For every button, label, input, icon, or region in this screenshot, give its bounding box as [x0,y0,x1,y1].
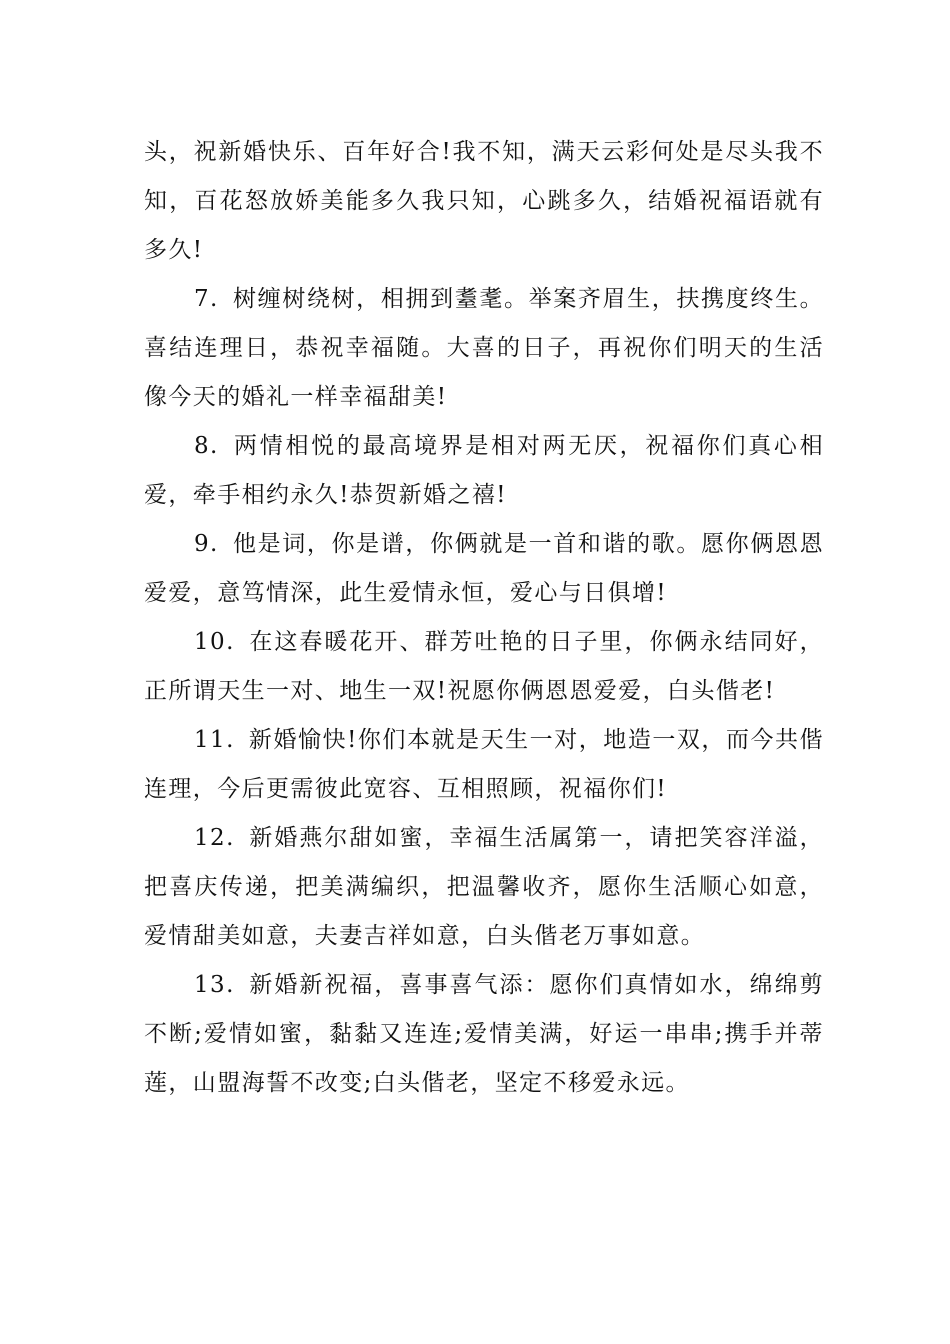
paragraph-text: 头，祝新婚快乐、百年好合!我不知，满天云彩何处是尽头我不知，百花怒放娇美能多久我只知，心跳多久，结婚祝福语就有多久! [144,139,824,263]
item-number: 11. [194,727,235,753]
paragraph-text: 在这春暖花开、群芳吐艳的日子里，你俩永结同好，正所谓天生一对、地生一双!祝愿你俩恩恩爱爱，白头偕老! [144,629,824,704]
paragraph-text: 新婚燕尔甜如蜜，幸福生活属第一，请把笑容洋溢，把喜庆传递，把美满编织，把温馨收齐，愿你生活顺心如意，爱情甜美如意，夫妻吉祥如意，白头偕老万事如意。 [144,825,824,949]
paragraph-item-13 [144,961,824,1108]
paragraph-text: 树缠树绕树，相拥到耋耄。举案齐眉生，扶携度终生。喜结连理日，恭祝幸福随。大喜的日子，再祝你们明天的生活像今天的婚礼一样幸福甜美! [144,286,824,410]
paragraph-text: 新婚新祝福，喜事喜气添：愿你们真情如水，绵绵剪不断;爱情如蜜，黏黏又连连;爱情美满，好运一串串;携手并蒂莲，山盟海誓不改变;白头偕老，坚定不移爱永远。 [144,972,824,1096]
paragraph-item-8 [144,422,824,520]
paragraph-item-7 [144,275,824,422]
item-number: 7. [194,286,219,312]
paragraph-text: 两情相悦的最高境界是相对两无厌，祝福你们真心相爱，牵手相约永久!恭贺新婚之禧! [144,433,824,508]
item-number: 9. [194,531,219,557]
item-number: 10. [194,629,235,655]
paragraph-text: 新婚愉快!你们本就是天生一对，地造一双，而今共偕连理，今后更需彼此宽容、互相照顾，祝福你们! [144,727,824,802]
paragraph-item-9 [144,520,824,618]
paragraph-item-12 [144,814,824,961]
item-number: 12. [194,825,235,851]
paragraph-continuation [144,128,824,275]
paragraph-item-10 [144,618,824,716]
item-number: 8. [194,433,219,459]
paragraph-text: 他是词，你是谱，你俩就是一首和谐的歌。愿你俩恩恩爱爱，意笃情深，此生爱情永恒，爱心与日俱增! [144,531,824,606]
document-body [144,128,824,1108]
paragraph-item-11 [144,716,824,814]
item-number: 13. [194,972,235,998]
